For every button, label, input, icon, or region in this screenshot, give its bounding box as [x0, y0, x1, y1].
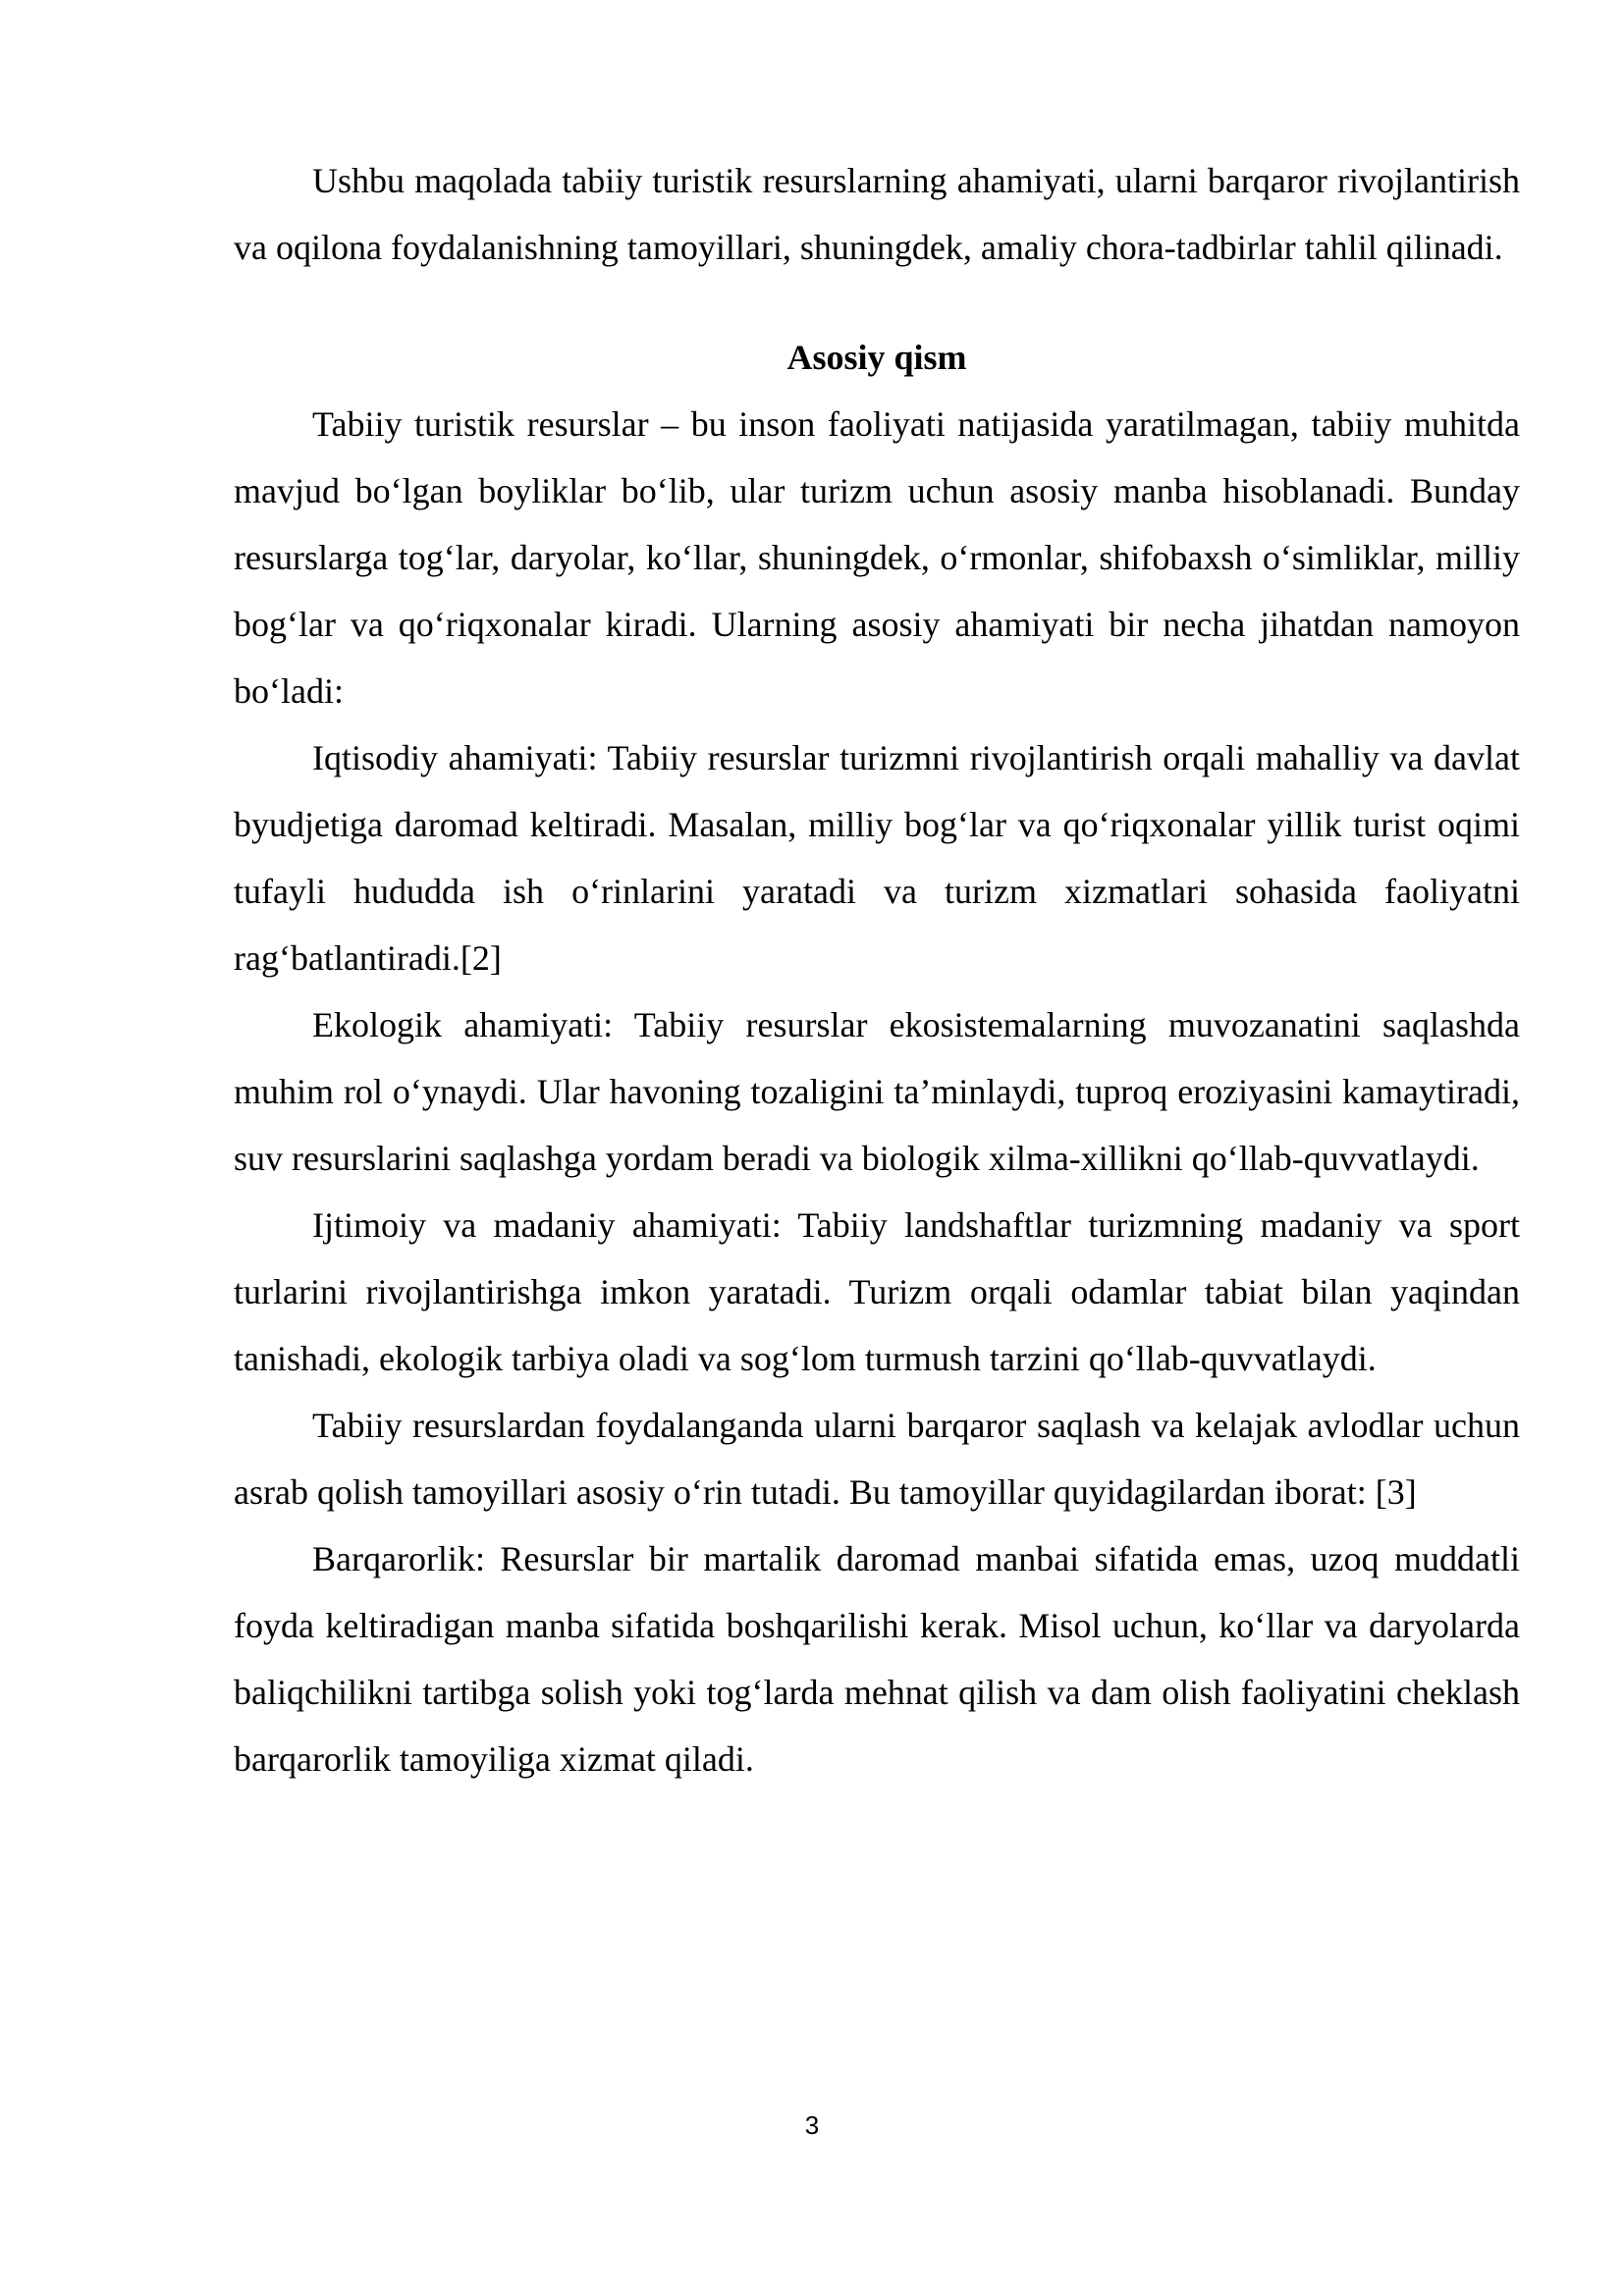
paragraph-resources-definition: Tabiiy turistik resurslar – bu inson faoliyati natijasida yaratilmagan, tabiiy muhitda mavjud bo‘lgan boyliklar bo‘lib, ular turizm uchun asosiy manba hisoblanadi. Bunday resurslarga tog‘lar, daryolar, ko‘llar, shuningdek, o‘rmonlar, shifobaxsh o‘simliklar, milliy bog‘lar va qo‘riqxonalar kiradi. Ularning asosiy ahamiyati bir necha jihatdan namoyon bo‘ladi:: [234, 404, 1520, 711]
paragraph-social-cultural-importance: Ijtimoiy va madaniy ahamiyati: Tabiiy landshaftlar turizmning madaniy va sport turlarini rivojlantirishga imkon yaratadi. Turizm orqali odamlar tabiat bilan yaqindan tanishadi, ekologik tarbiya oladi va sog‘lom turmush tarzini qo‘llab-quvvatlaydi.: [234, 1205, 1520, 1378]
section-heading: Asosiy qism: [786, 338, 967, 377]
paragraph-economic-importance: Iqtisodiy ahamiyati: Tabiiy resurslar turizmni rivojlantirish orqali mahalliy va davlat byudjetiga daromad keltiradi. Masalan, milliy bog‘lar va qo‘riqxonalar yillik turist oqimi tufayli hududda ish o‘rinlarini yaratadi va turizm xizmatlari sohasida faoliyatni rag‘batlantiradi.[2]: [234, 738, 1520, 978]
paragraph-ecological-importance: Ekologik ahamiyati: Tabiiy resurslar ekosistemalarning muvozanatini saqlashda muhim rol o‘ynaydi. Ular havoning tozaligini ta’minlaydi, tuproq eroziyasini kamaytiradi, suv resurslarini saqlashga yordam beradi va biologik xilma-xillikni qo‘llab-quvvatlaydi.: [234, 1005, 1520, 1178]
intro-paragraph: Ushbu maqolada tabiiy turistik resurslarning ahamiyati, ularni barqaror rivojlantirish va oqilona foydalanishning tamoyillari, shuningdek, amaliy chora-tadbirlar tahlil qilinadi.: [234, 161, 1520, 267]
page-number: 3: [804, 2110, 820, 2140]
paragraph-principles: Tabiiy resurslardan foydalanganda ularni barqaror saqlash va kelajak avlodlar uchun asrab qolish tamoyillari asosiy o‘rin tutadi. Bu tamoyillar quyidagilardan iborat: [3]: [234, 1406, 1520, 1512]
paragraph-sustainability: Barqarorlik: Resurslar bir martalik daromad manbai sifatida emas, uzoq muddatli foyda keltiradigan manba sifatida boshqarilishi kerak. Misol uchun, ko‘llar va daryolarda baliqchilikni tartibga solish yoki tog‘larda mehnat qilish va dam olish faoliyatini cheklash barqarorlik tamoyiliga xizmat qiladi.: [234, 1539, 1520, 1779]
page-body: [234, 147, 1520, 1792]
